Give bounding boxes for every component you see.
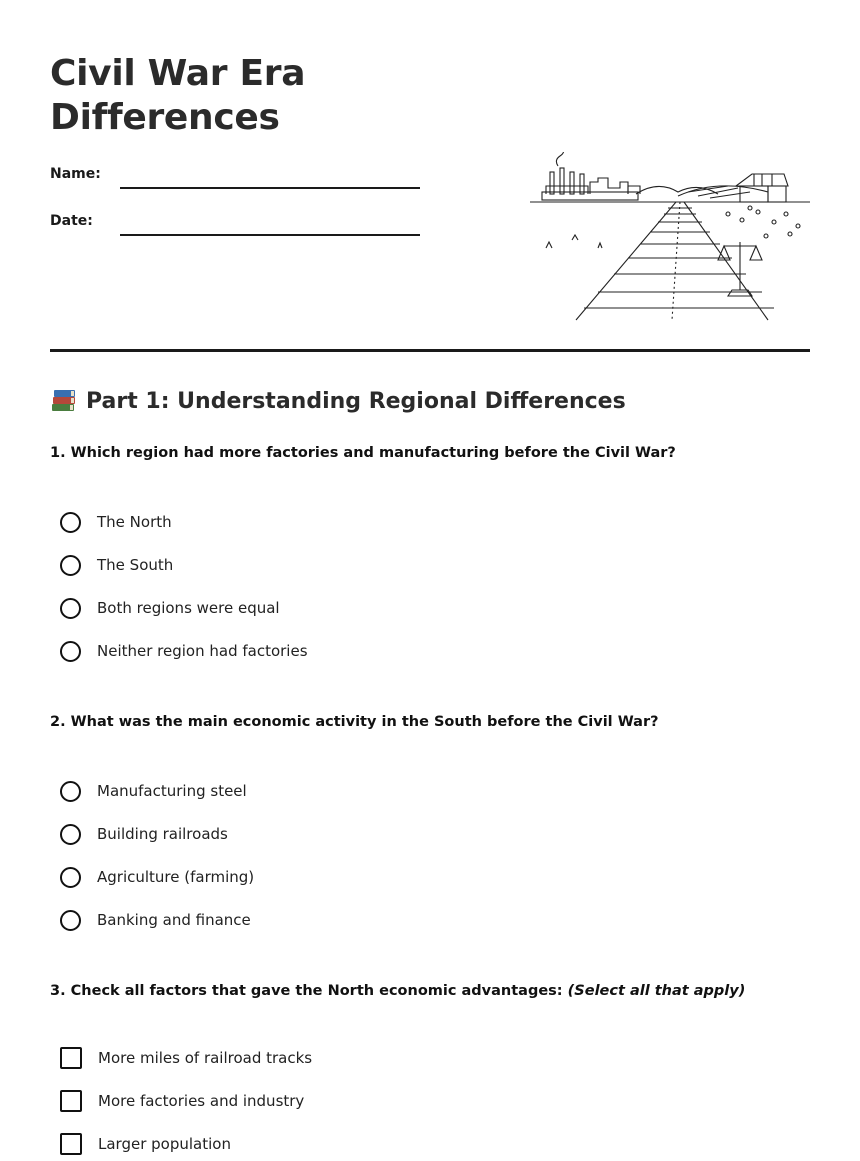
header-divider	[50, 349, 810, 352]
question-1: 1. Which region had more factories and manufacturing before the Civil War?	[50, 445, 676, 461]
question-3-note: (Select all that apply)	[567, 983, 746, 999]
option-label: Neither region had factories	[97, 642, 308, 660]
q2-option-agriculture[interactable]	[60, 864, 254, 890]
radio-button[interactable]	[60, 555, 81, 576]
option-label: The South	[97, 556, 174, 574]
option-label: Banking and finance	[97, 911, 251, 929]
part1-heading-text: Part 1: Understanding Regional Differences	[86, 388, 626, 414]
q2-option-railroads[interactable]	[60, 821, 228, 847]
q1-option-neither[interactable]	[60, 638, 308, 664]
books-icon	[50, 388, 78, 414]
radio-button[interactable]	[60, 867, 81, 888]
q3-option-factories[interactable]	[60, 1088, 304, 1114]
q1-option-both[interactable]	[60, 595, 280, 621]
question-2: 2. What was the main economic activity in the South before the Civil War?	[50, 714, 659, 730]
radio-button[interactable]	[60, 824, 81, 845]
q3-option-population[interactable]	[60, 1131, 231, 1157]
part1-heading	[50, 388, 626, 414]
name-field[interactable]	[120, 187, 420, 189]
option-label: Larger population	[98, 1135, 231, 1153]
north-south-landscape-illustration	[528, 152, 812, 324]
radio-button[interactable]	[60, 512, 81, 533]
option-label: Building railroads	[97, 825, 228, 843]
option-label: The North	[97, 513, 172, 531]
checkbox[interactable]	[60, 1090, 82, 1112]
radio-button[interactable]	[60, 598, 81, 619]
option-label: More miles of railroad tracks	[98, 1049, 313, 1067]
radio-button[interactable]	[60, 641, 81, 662]
checkbox[interactable]	[60, 1047, 82, 1069]
title-line-2: Differences	[50, 97, 280, 138]
option-label: Manufacturing steel	[97, 782, 247, 800]
checkbox[interactable]	[60, 1133, 82, 1155]
name-label: Name:	[50, 166, 101, 182]
title-line-1: Civil War Era	[50, 53, 306, 94]
question-3	[50, 983, 745, 999]
option-label: Both regions were equal	[97, 599, 280, 617]
q1-option-north[interactable]	[60, 509, 172, 535]
question-3-text: 3. Check all factors that gave the North economic advantages:	[50, 983, 563, 999]
q2-option-steel[interactable]	[60, 778, 247, 804]
option-label: More factories and industry	[98, 1092, 305, 1110]
q2-option-banking[interactable]	[60, 907, 251, 933]
date-field[interactable]	[120, 234, 420, 236]
option-label: Agriculture (farming)	[97, 868, 255, 886]
radio-button[interactable]	[60, 781, 81, 802]
worksheet-title	[50, 52, 470, 140]
q1-option-south[interactable]	[60, 552, 173, 578]
q3-option-railroad[interactable]	[60, 1045, 312, 1071]
date-label: Date:	[50, 213, 93, 229]
radio-button[interactable]	[60, 910, 81, 931]
